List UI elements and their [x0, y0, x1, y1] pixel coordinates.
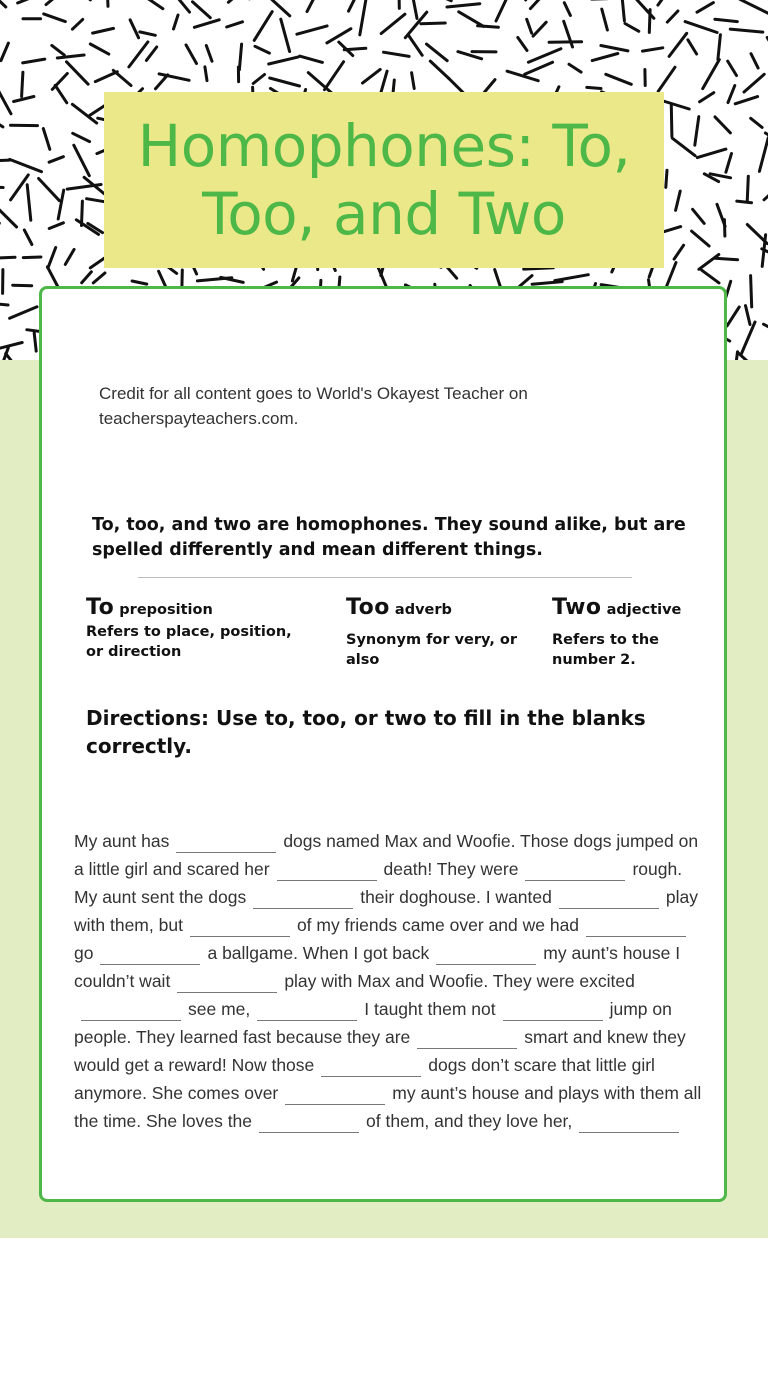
- pos-too: adverb: [394, 602, 452, 618]
- answer-blank[interactable]: [190, 918, 290, 937]
- confetti-stroke: [281, 19, 290, 51]
- confetti-stroke: [186, 45, 197, 64]
- confetti-stroke: [671, 106, 672, 137]
- confetti-stroke: [253, 75, 264, 84]
- confetti-stroke: [447, 4, 480, 7]
- confetti-stroke: [735, 97, 757, 104]
- confetti-stroke: [702, 270, 719, 283]
- story-segment: of them, and they love her,: [366, 1111, 573, 1131]
- confetti-stroke: [532, 282, 562, 285]
- confetti-stroke: [55, 85, 67, 103]
- confetti-stroke: [134, 0, 163, 9]
- confetti-stroke: [658, 67, 675, 91]
- confetti-stroke: [728, 61, 737, 75]
- confetti-stroke: [93, 28, 114, 33]
- confetti-stroke: [58, 190, 64, 219]
- answer-blank[interactable]: [176, 834, 276, 853]
- confetti-stroke: [421, 23, 445, 24]
- story-segment: smart and knew they would get a reward! Now those: [74, 1027, 686, 1075]
- confetti-stroke: [412, 73, 415, 89]
- confetti-stroke: [10, 307, 37, 319]
- confetti-stroke: [22, 72, 23, 96]
- confetti-stroke: [0, 202, 17, 227]
- confetti-stroke: [695, 117, 699, 146]
- confetti-stroke: [527, 19, 532, 33]
- confetti-stroke: [602, 9, 608, 30]
- story-segment: see me,: [188, 999, 251, 1019]
- confetti-stroke: [113, 70, 131, 85]
- confetti-stroke: [700, 93, 714, 102]
- confetti-stroke: [132, 281, 147, 284]
- confetti-stroke: [107, 0, 108, 6]
- confetti-stroke: [764, 324, 768, 332]
- confetti-stroke: [24, 230, 32, 245]
- confetti-stroke: [564, 3, 570, 16]
- confetti-stroke: [715, 258, 737, 259]
- title-banner: [104, 92, 664, 268]
- confetti-stroke: [1, 43, 8, 61]
- confetti-stroke: [269, 57, 299, 64]
- fill-in-story: [74, 827, 704, 1135]
- confetti-stroke: [413, 0, 418, 19]
- confetti-stroke: [325, 62, 344, 90]
- confetti-stroke: [662, 227, 681, 233]
- confetti-stroke: [52, 45, 65, 55]
- confetti-stroke: [667, 11, 678, 22]
- answer-blank[interactable]: [559, 890, 659, 909]
- confetti-stroke: [751, 54, 758, 68]
- confetti-stroke: [171, 0, 189, 12]
- confetti-stroke: [74, 145, 90, 176]
- confetti-stroke: [307, 0, 321, 12]
- confetti-stroke: [693, 209, 705, 223]
- confetti-stroke: [13, 285, 32, 286]
- confetti-stroke: [703, 60, 720, 89]
- story-segment: rough. My aunt sent the dogs: [74, 859, 683, 907]
- definition-text-too: Synonym for very, or also: [346, 632, 518, 668]
- confetti-stroke: [518, 38, 527, 51]
- confetti-stroke: [67, 62, 89, 84]
- credit-text: Credit for all content goes to World's Okayest Teacher on teacherspayteachers.com.: [99, 384, 528, 428]
- confetti-stroke: [666, 170, 667, 187]
- confetti-stroke: [427, 44, 448, 61]
- confetti-stroke: [72, 19, 82, 29]
- answer-blank[interactable]: [177, 974, 277, 993]
- confetti-stroke: [747, 176, 748, 202]
- confetti-stroke: [0, 160, 10, 161]
- answer-blank[interactable]: [100, 946, 200, 965]
- story-segment: a ballgame. When I got back: [207, 943, 430, 963]
- definition-too: [346, 595, 526, 670]
- confetti-stroke: [255, 46, 269, 53]
- confetti-stroke: [625, 24, 639, 32]
- confetti-stroke: [676, 191, 681, 210]
- confetti-stroke: [10, 159, 42, 171]
- confetti-stroke: [156, 75, 168, 89]
- confetti-stroke: [658, 0, 675, 5]
- confetti-stroke: [555, 275, 589, 281]
- confetti-stroke: [519, 276, 532, 287]
- confetti-stroke: [459, 12, 484, 27]
- confetti-stroke: [601, 46, 628, 51]
- confetti-stroke: [741, 322, 755, 354]
- directions-text: Directions: Use to, too, or two to fill in the blanks correctly.: [86, 706, 646, 758]
- confetti-stroke: [11, 175, 29, 200]
- confetti-stroke: [669, 33, 687, 56]
- confetti-stroke: [39, 179, 60, 201]
- answer-blank[interactable]: [417, 1030, 517, 1049]
- confetti-stroke: [23, 257, 41, 258]
- confetti-stroke: [270, 78, 300, 86]
- term-two: Two: [552, 595, 602, 620]
- confetti-stroke: [27, 185, 31, 221]
- confetti-stroke: [93, 273, 105, 283]
- story-segment: I taught them not: [364, 999, 496, 1019]
- confetti-stroke: [300, 56, 323, 62]
- worksheet-card: [39, 286, 727, 1202]
- confetti-stroke: [726, 154, 732, 173]
- definition-to: [86, 595, 306, 662]
- confetti-stroke: [697, 3, 713, 13]
- worksheet-image: [86, 511, 706, 771]
- confetti-stroke: [764, 182, 768, 200]
- confetti-stroke: [730, 29, 763, 32]
- story-segment: go: [74, 943, 94, 963]
- worksheet-divider: [138, 577, 632, 578]
- confetti-stroke: [344, 48, 366, 50]
- confetti-stroke: [0, 343, 22, 350]
- confetti-stroke: [525, 62, 553, 74]
- definition-text-two: Refers to the number 2.: [552, 632, 660, 668]
- confetti-stroke: [297, 26, 327, 34]
- confetti-stroke: [533, 22, 546, 36]
- confetti-stroke: [728, 86, 735, 103]
- confetti-stroke: [46, 0, 62, 5]
- confetti-stroke: [82, 272, 92, 283]
- confetti-stroke: [65, 249, 74, 264]
- confetti-stroke: [699, 255, 719, 270]
- confetti-stroke: [606, 74, 632, 84]
- confetti-stroke: [0, 187, 3, 188]
- confetti-stroke: [592, 54, 618, 61]
- pos-to: preposition: [119, 602, 213, 618]
- confetti-stroke: [643, 48, 663, 51]
- confetti-stroke: [239, 44, 241, 70]
- confetti-stroke: [715, 19, 737, 21]
- confetti-stroke: [87, 199, 105, 202]
- answer-blank[interactable]: [579, 1114, 679, 1133]
- confetti-stroke: [174, 15, 179, 29]
- answer-blank[interactable]: [259, 1114, 359, 1133]
- confetti-stroke: [23, 59, 45, 63]
- confetti-stroke: [430, 61, 449, 78]
- confetti-stroke: [384, 52, 410, 56]
- term-too: Too: [346, 595, 390, 620]
- confetti-stroke: [95, 72, 117, 82]
- confetti-stroke: [228, 0, 241, 2]
- confetti-stroke: [759, 138, 768, 172]
- confetti-stroke: [737, 201, 752, 203]
- confetti-stroke: [672, 138, 695, 156]
- answer-blank[interactable]: [253, 890, 353, 909]
- confetti-stroke: [349, 0, 362, 11]
- confetti-stroke: [18, 0, 33, 3]
- answer-blank[interactable]: [525, 862, 625, 881]
- confetti-stroke: [727, 307, 739, 326]
- confetti-stroke: [569, 64, 581, 72]
- confetti-stroke: [478, 26, 499, 28]
- answer-blank[interactable]: [436, 946, 536, 965]
- pos-two: adjective: [606, 602, 682, 618]
- confetti-stroke: [49, 223, 63, 229]
- story-segment: jump on people. They learned fast because they are: [74, 999, 672, 1047]
- confetti-stroke: [0, 257, 15, 258]
- page-title: Homophones: To, Too, and Two: [137, 112, 631, 248]
- confetti-stroke: [507, 71, 538, 81]
- confetti-stroke: [685, 22, 717, 33]
- confetti-stroke: [0, 0, 6, 7]
- story-segment: of my friends came over and we had: [296, 915, 580, 935]
- answer-blank[interactable]: [321, 1058, 421, 1077]
- confetti-stroke: [57, 55, 84, 58]
- confetti-stroke: [90, 44, 109, 54]
- confetti-stroke: [206, 46, 212, 62]
- confetti-stroke: [43, 129, 50, 150]
- worksheet-intro: To, too, and two are homophones. They sound alike, but are spelled differently and mean different things.: [92, 515, 686, 560]
- confetti-stroke: [751, 276, 752, 307]
- story-segment: dogs don’t scare that little girl anymore. She comes over: [74, 1055, 655, 1103]
- confetti-stroke: [130, 20, 139, 38]
- confetti-stroke: [227, 22, 243, 27]
- confetti-stroke: [48, 248, 56, 269]
- story-segment: play with them, but: [74, 887, 698, 935]
- confetti-stroke: [622, 0, 625, 21]
- confetti-stroke: [205, 67, 207, 81]
- story-segment: death! They were: [383, 859, 519, 879]
- confetti-stroke: [688, 40, 697, 54]
- confetti-stroke: [254, 12, 272, 41]
- confetti-stroke: [44, 14, 66, 22]
- definition-text-to: Refers to place, position, or direction: [86, 624, 292, 660]
- confetti-stroke: [194, 20, 219, 28]
- confetti-stroke: [587, 87, 601, 88]
- confetti-stroke: [740, 0, 768, 14]
- confetti-stroke: [724, 220, 725, 237]
- story-segment: their doghouse. I wanted: [360, 887, 552, 907]
- answer-blank[interactable]: [586, 918, 686, 937]
- confetti-stroke: [662, 101, 690, 110]
- confetti-stroke: [73, 133, 90, 141]
- answer-blank[interactable]: [503, 1002, 603, 1021]
- confetti-stroke: [718, 35, 721, 60]
- confetti-stroke: [744, 74, 764, 92]
- confetti-stroke: [496, 0, 509, 21]
- confetti-stroke: [423, 0, 451, 1]
- confetti-stroke: [272, 0, 290, 16]
- story-segment: play with Max and Woofie. They were excited: [284, 971, 635, 991]
- confetti-stroke: [146, 47, 156, 60]
- term-to: To: [86, 595, 115, 620]
- confetti-stroke: [549, 42, 582, 43]
- confetti-stroke: [129, 42, 148, 67]
- confetti-stroke: [0, 86, 11, 114]
- confetti-stroke: [140, 32, 156, 35]
- story-segment: My aunt has: [74, 831, 170, 851]
- story-segment: my aunt’s house and plays with them all the time. She loves the: [74, 1083, 702, 1131]
- answer-blank[interactable]: [257, 1002, 357, 1021]
- confetti-stroke: [408, 35, 422, 55]
- confetti-stroke: [363, 69, 381, 83]
- confetti-stroke: [746, 306, 751, 325]
- confetti-stroke: [674, 245, 684, 259]
- confetti-stroke: [34, 333, 36, 351]
- answer-blank[interactable]: [81, 1002, 181, 1021]
- confetti-stroke: [193, 2, 211, 18]
- confetti-stroke: [14, 97, 34, 102]
- story-segment: dogs named Max and Woofie. Those dogs jumped on a little girl and scared her: [74, 831, 699, 879]
- story-segment: my aunt’s house I couldn’t wait: [74, 943, 681, 991]
- confetti-stroke: [692, 231, 710, 246]
- confetti-stroke: [49, 157, 63, 163]
- confetti-stroke: [697, 149, 726, 158]
- confetti-stroke: [715, 117, 730, 133]
- confetti-stroke: [751, 118, 762, 127]
- definition-two: [552, 595, 702, 670]
- answer-blank[interactable]: [277, 862, 377, 881]
- confetti-stroke: [528, 49, 561, 63]
- confetti-stroke: [0, 302, 8, 305]
- confetti-stroke: [530, 0, 550, 9]
- confetti-stroke: [381, 14, 405, 33]
- confetti-stroke: [649, 10, 650, 33]
- confetti-stroke: [360, 0, 366, 35]
- answer-blank[interactable]: [285, 1086, 385, 1105]
- confetti-stroke: [0, 118, 3, 127]
